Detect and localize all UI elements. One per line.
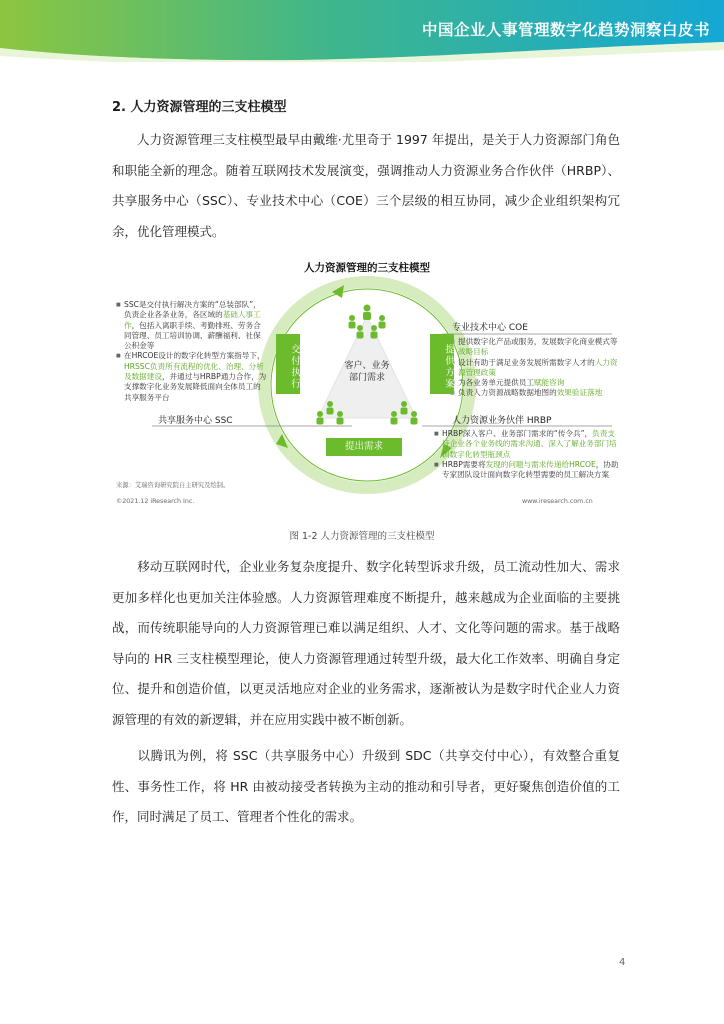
center-label-line1: 客户、业务 [344,361,390,371]
ssc-label: 共享服务中心 SSC [158,416,233,426]
coe-bullet-4: ■ 负责人力资源战略数据地图的效果验证落地 [450,388,620,398]
figure-title: 人力资源管理的三支柱模型 [304,262,430,274]
document-title: 中国企业人事管理数字化趋势洞察白皮书 [421,21,710,39]
demand-box: 提出需求 [326,438,402,456]
header-band [0,0,724,62]
paragraph-1-text: 人力资源管理三支柱模型最早由戴维·尤里奇于 1997 年提出，是关于人力资源部门角色和职能全新的理念。随着互联网技术发展演变，强调推动人力资源业务合作伙伴（HRBP）、共享服务中心（SSC）、专业技术中心（COE）三个层级的相互协同，减少企业组织架构冗余，优化管理模式。 [112,132,620,239]
figure-caption: 图 1-2 人力资源管理的三支柱模型 [289,531,435,542]
paragraph-1 [112,125,620,247]
coe-bullet-1: ■ 提供数字化产品或服务，发展数字化商业模式等战略目标 [450,337,620,358]
paragraph-2 [112,552,620,735]
figure-source: 来源：艾瑞咨询研究院自主研究及绘制。 [116,482,230,489]
three-pillar-figure [112,252,622,512]
hrbp-bullet-2: ■ HRBP需要将发现的问题与需求传递给HRCOE，协助专家团队设计面向数字化转型需要的员工解决方案 [434,460,620,481]
center-label [330,360,404,384]
hrbp-description [434,429,620,480]
coe-label: 专业技术中心 COE [452,323,528,333]
paragraph-2-text: 移动互联网时代，企业业务复杂度提升、数字化转型诉求升级，员工流动性加大、需求更加多样化也更加关注体验感。人力资源管理难度不断提升，越来越成为企业面临的主要挑战，而传统职能导向的人力资源管理已难以满足组织、人才、文化等问题的需求。基于战略导向的 HR 三支柱模型理论，使人力资源管理通过转型升级，最大化工作效率、明确自身定位、提升和创造价值，以更灵活地应对企业的业务需求，逐渐被认为是数字时代企业人力资源管理的有效的新逻辑，并在应用实践中被不断创新。 [112,559,620,727]
provide-box: 提供方案 [430,334,454,394]
ssc-description [116,300,268,403]
hrbp-label: 人力资源业务伙伴 HRBP [452,416,552,426]
coe-bullet-3: ■ 为各业务单元提供员工赋能咨询 [450,378,620,388]
page-number: 4 [619,957,626,968]
deliver-box: 交付执行 [276,334,300,394]
section-title: 2. 人力资源管理的三支柱模型 [112,100,287,115]
paragraph-3 [112,741,620,833]
hrbp-bullet-1: ■ HRBP深入客户、业务部门需求的“传令兵”，负责支持企业各个业务线的需求沟通、深入了解业务部门培训数字化转型瓶颈点 [434,429,620,460]
coe-bullet-2: ■ 设计有助于满足业务发展所需数字人才的人力资源管理政策 [450,358,620,379]
ssc-bullet-1: ■ SSC是交付执行解决方案的“总装部队”，负责企业各条业务，各区域的基础人事工作，包括入离职手续、考勤排班、劳务合同管理、员工培训协调、薪酬福利、社保公积金等 [116,300,268,351]
coe-description [450,337,620,399]
figure-website: www.iresearch.com.cn [522,498,593,505]
paragraph-3-text: 以腾讯为例，将 SSC（共享服务中心）升级到 SDC（共享交付中心），有效整合重复性、事务性工作，将 HR 由被动接受者转换为主动的推动和引导者，更好聚焦创造价值的工作，同时满足了员工、管理者个性化的需求。 [112,748,620,824]
ssc-bullet-2: ■ 在HRCOE设计的数字化转型方案指导下，HRSSC负责所有流程的优化、治理、分析及数据建设，并通过与HRBP通力合作，为支撑数字化业务发展降低面向全体员工的共享服务平台 [116,351,268,402]
figure-copyright: ©2021.12 iResearch Inc. [116,498,195,505]
center-label-line2: 部门需求 [348,373,385,383]
